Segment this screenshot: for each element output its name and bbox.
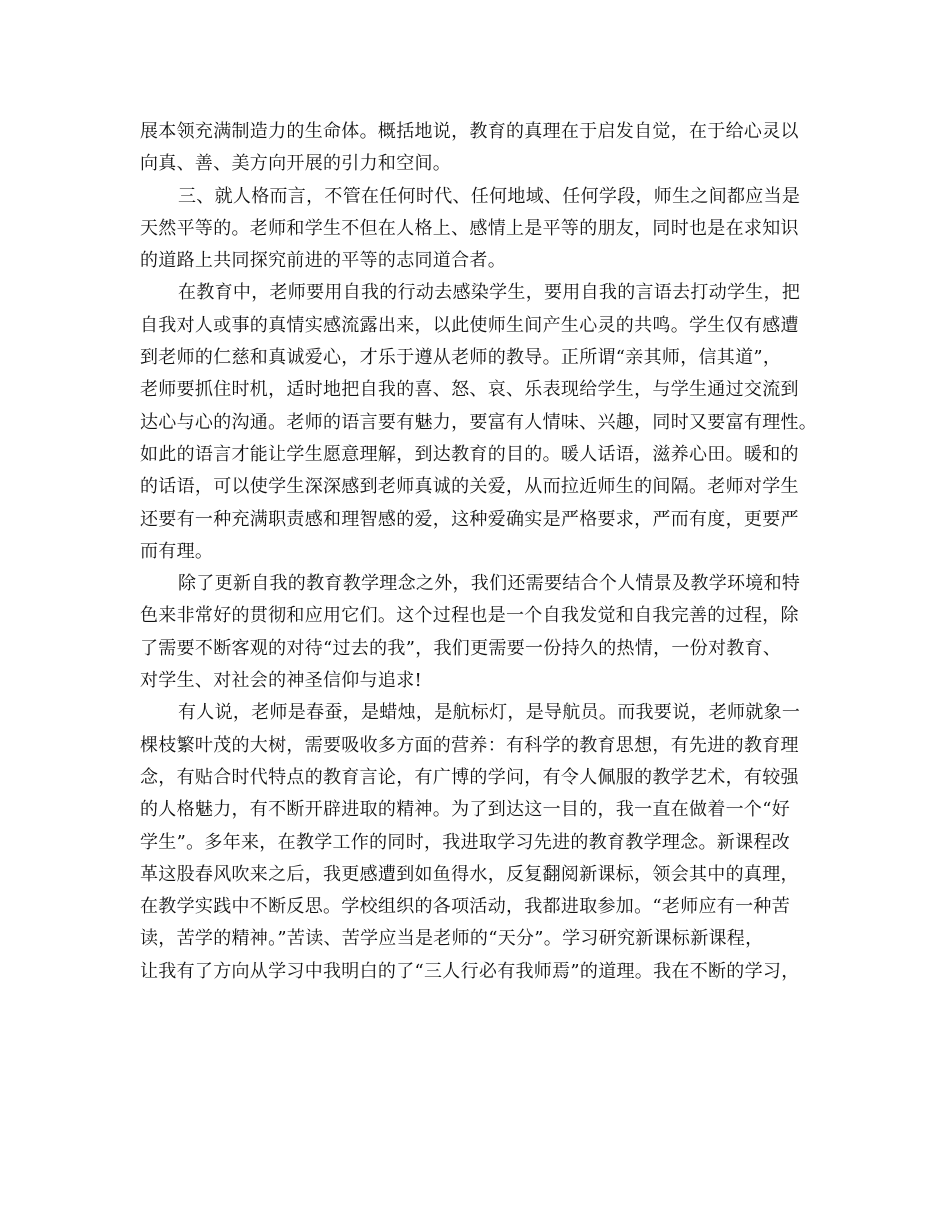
text-line: 天然平等的。老师和学生不但在人格上、感情上是平等的朋友，同时也是在求知识 [140, 217, 799, 239]
text-line: 如此的语言才能让学生愿意理解，到达教育的目的。暖人话语，滋养心田。暖和的 [140, 443, 799, 465]
text-line: 而有理。 [140, 540, 214, 562]
document-body [140, 116, 840, 988]
paragraph-start-line: 有人说，老师是春蚕，是蜡烛，是航标灯，是导航员。而我要说，老师就象一 [178, 702, 801, 724]
text-line: 的话语，可以使学生深深感到老师真诚的关爱，从而拉近师生的间隔。老师对学生 [140, 476, 799, 498]
text-line: 达心与心的沟通。老师的语言要有魅力，要富有人情味、兴趣，同时又要富有理性。 [140, 411, 818, 433]
text-line: 老师要抓住时机，适时地把自我的喜、怒、哀、乐表现给学生，与学生通过交流到 [140, 379, 799, 401]
text-line: 棵枝繁叶茂的大树，需要吸收多方面的营养：有科学的教育思想，有先进的教育理 [140, 734, 799, 756]
text-line: 念，有贴合时代特点的教育言论，有广博的学问，有令人佩服的教学艺术，有较强 [140, 766, 799, 788]
text-line: 在教学实践中不断反思。学校组织的各项活动，我都进取参加。“老师应有一种苦 [140, 896, 790, 918]
text-line: 展本领充满制造力的生命体。概括地说，教育的真理在于启发自觉，在于给心灵以 [140, 121, 799, 142]
text-line: 学生”。多年来，在教学工作的同时，我进取学习先进的教育教学理念。新课程改 [140, 831, 790, 853]
text-line: 自我对人或事的真情实感流露出来，以此使师生间产生心灵的共鸣。学生仅有感遭 [140, 314, 799, 336]
text-line: 读，苦学的精神。”苦读、苦学应当是老师的“天分”。学习研究新课标新课程， [140, 928, 764, 950]
text-line: 还要有一种充满职责感和理智感的爱，这种爱确实是严格要求，严而有度，更要严 [140, 508, 799, 530]
text-line: 了需要不断客观的对待“过去的我”，我们更需要一份持久的热情，一份对教育、 [140, 637, 782, 659]
paragraph-start-line: 在教育中，老师要用自我的行动去感染学生，要用自我的言语去打动学生，把 [178, 282, 801, 304]
text-line: 让我有了方向从学习中我明白的了“三人行必有我师焉”的道理。我在不断的学习， [140, 960, 800, 982]
text-line: 革这股春风吹来之后，我更感遭到如鱼得水，反复翻阅新课标，领会其中的真理， [140, 863, 799, 885]
paragraph-start-line: 除了更新自我的教育教学理念之外，我们还需要结合个人情景及教学环境和特 [178, 573, 801, 595]
text-line: 到老师的仁慈和真诚爱心，才乐于遵从老师的教导。正所谓“亲其师，信其道”， [140, 347, 782, 369]
text-line: 对学生、对社会的神圣信仰与追求! [140, 670, 423, 692]
text-line: 色来非常好的贯彻和应用它们。这个过程也是一个自我发觉和自我完善的过程，除 [140, 605, 799, 627]
text-line: 的道路上共同探究前进的平等的志同道合者。 [140, 250, 506, 272]
text-line: 向真、善、美方向开展的引力和空间。 [140, 153, 452, 175]
text-line: 的人格魅力，有不断开辟进取的精神。为了到达这一目的，我一直在做着一个“好 [140, 799, 790, 821]
paragraph-start-line: 三、就人格而言，不管在任何时代、任何地域、任何学段，师生之间都应当是 [178, 185, 801, 207]
